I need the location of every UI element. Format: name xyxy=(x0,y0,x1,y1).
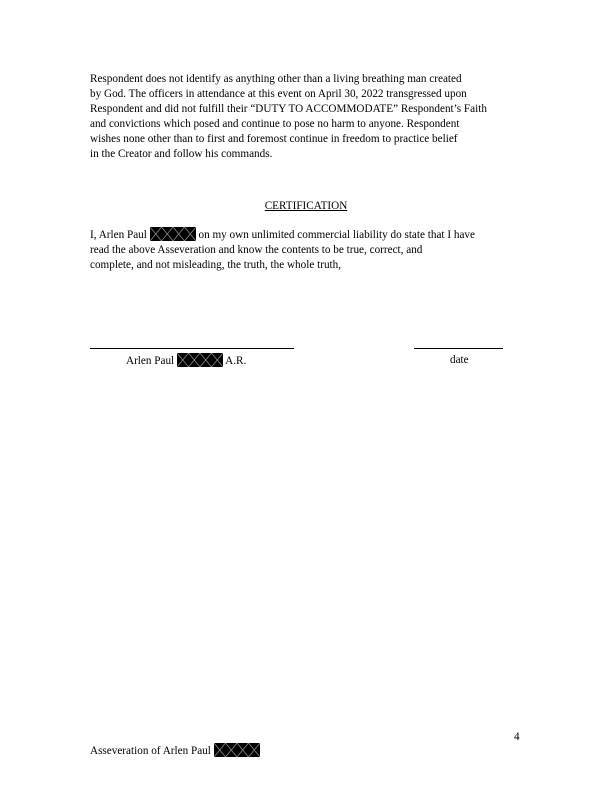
certification-statement: on my own unlimited commercial liability do state that I have xyxy=(195,229,475,241)
paragraph-line: by God. The officers in attendance at this event on April 30, 2022 transgressed upon xyxy=(90,88,467,100)
page-number: 4 xyxy=(514,731,520,743)
certification-name: I, Arlen Paul xyxy=(90,229,147,241)
redaction-pattern xyxy=(177,353,223,367)
certification-line-3: complete, and not misleading, the truth, the whole truth, xyxy=(90,259,342,271)
footer-label-text: Asseveration of Arlen Paul xyxy=(90,745,211,757)
paragraph-line: in the Creator and follow his commands. xyxy=(90,148,273,160)
redaction-pattern xyxy=(150,227,196,241)
paragraph-line: Respondent does not identify as anything other than a living breathing man created xyxy=(90,73,462,85)
certification-heading xyxy=(0,199,612,213)
redaction-block xyxy=(177,353,223,367)
certification-line-1 xyxy=(90,227,530,243)
redaction-block xyxy=(214,743,260,757)
footer-label xyxy=(90,743,260,758)
paragraph-line: Respondent and did not fulfill their “DUTY TO ACCOMMODATE” Respondent’s Faith xyxy=(90,103,487,115)
date-line xyxy=(414,348,503,349)
paragraph-line: and convictions which posed and continue to pose no harm to anyone. Respondent xyxy=(90,118,460,130)
respondent-paragraph xyxy=(90,72,530,162)
signature-name xyxy=(126,353,246,368)
signature-name-suffix: A.R. xyxy=(222,355,247,367)
signature-name-prefix: Arlen Paul xyxy=(126,355,175,367)
certification-paragraph xyxy=(90,227,530,273)
date-label: date xyxy=(450,354,469,366)
redaction-pattern xyxy=(214,743,260,757)
signature-line xyxy=(90,348,294,349)
certification-line-2: read the above Asseveration and know the contents to be true, correct, and xyxy=(90,244,423,256)
certification-heading-text: CERTIFICATION xyxy=(264,200,348,212)
redaction-block xyxy=(150,227,196,241)
paragraph-line: wishes none other than to first and foremost continue in freedom to practice belief xyxy=(90,133,458,145)
